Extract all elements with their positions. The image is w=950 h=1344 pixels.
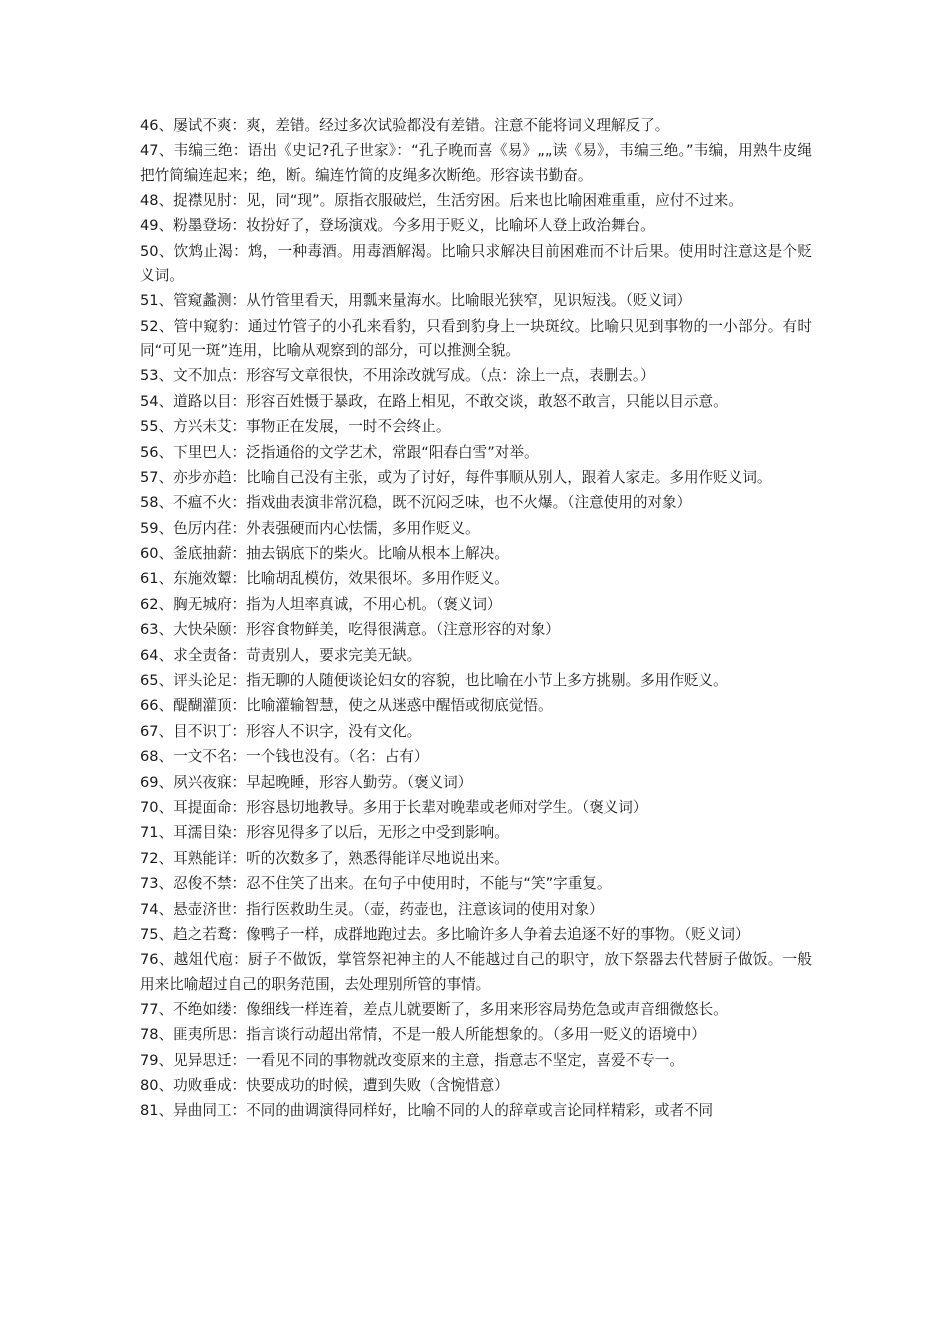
- idiom-entry: 61、东施效颦：比喻胡乱模仿，效果很坏。多用作贬义。: [140, 570, 509, 588]
- idiom-entry: 48、捉襟见肘：见，同“现”。原指衣服破烂，生活穷困。后来也比喻困难重重，应付不过来。: [140, 191, 743, 209]
- idiom-entry: 56、下里巴人：泛指通俗的文学艺术，常跟“阳春白雪”对举。: [140, 443, 539, 461]
- idiom-entry: 70、耳提面命：形容恳切地教导。多用于长辈对晚辈或老师对学生。（褒义词）: [140, 798, 648, 816]
- idiom-entry: 74、悬壶济世：指行医救助生灵。（壶，药壶也，注意该词的使用对象）: [140, 900, 604, 918]
- idiom-entry: 68、一文不名：一个钱也没有。（名：占有）: [140, 748, 429, 766]
- idiom-entry: 58、不瘟不火：指戏曲表演非常沉稳，既不沉闷乏味，也不火爆。（注意使用的对象）: [140, 494, 692, 512]
- idiom-entry: 77、不绝如缕：像细线一样连着，差点儿就要断了，多用来形容局势危急或声音细微悠长。: [140, 1000, 728, 1018]
- idiom-entry: 79、见异思迁：一看见不同的事物就改变原来的主意，指意志不坚定，喜爱不专一。: [140, 1051, 684, 1069]
- idiom-entry: 49、粉墨登场：妆扮好了，登场演戏。今多用于贬义，比喻坏人登上政治舞台。: [140, 217, 655, 235]
- idiom-entry: 51、管窥蠡测：从竹管里看天，用瓢来量海水。比喻眼光狭窄，见识短浅。（贬义词）: [140, 292, 692, 310]
- idiom-entry: 75、趋之若鹜：像鸭子一样，成群地跑过去。多比喻许多人争着去追逐不好的事物。（贬义词）: [140, 925, 750, 943]
- idiom-entry: 57、亦步亦趋：比喻自己没有主张，或为了讨好，每件事顺从别人，跟着人家走。多用作贬义词。: [140, 468, 772, 486]
- idiom-entry: 54、道路以目：形容百姓慑于暴政，在路上相见，不敢交谈，敢怒不敢言，只能以目示意。: [140, 392, 728, 410]
- idiom-entry: 53、文不加点：形容写文章很快，不用涂改就写成。（点：涂上一点，表删去。）: [140, 367, 655, 385]
- document-body: [140, 114, 812, 1125]
- idiom-entry: 81、异曲同工：不同的曲调演得同样好，比喻不同的人的辞章或言论同样精彩，或者不同: [140, 1102, 714, 1120]
- idiom-entry: 72、耳熟能详：听的次数多了，熟悉得能详尽地说出来。: [140, 849, 509, 867]
- idiom-entry: 73、忍俊不禁：忍不住笑了出来。在句子中使用时，不能与“笑”字重复。: [140, 875, 612, 893]
- idiom-entry: 67、目不识丁：形容人不识字，没有文化。: [140, 722, 422, 740]
- idiom-entry: 80、功败垂成：快要成功的时候，遭到失败（含惋惜意）: [140, 1077, 509, 1095]
- idiom-entry: 52、管中窥豹：通过竹管子的小孔来看豹，只看到豹身上一块斑纹。比喻只见到事物的一小部分。有时同“可见一斑”连用，比喻从观察到的部分，可以推测全貌。: [140, 317, 812, 359]
- idiom-entry: 47、韦编三绝：语出《史记?孔子世家》：“孔子晚而喜《易》„„读《易》，韦编三绝。”韦编，用熟牛皮绳把竹简编连起来；绝，断。编连竹简的皮绳多次断绝。形容读书勤奋。: [140, 142, 812, 184]
- idiom-entry: 62、胸无城府：指为人坦率真诚，不用心机。（褒义词）: [140, 595, 502, 613]
- idiom-entry: 71、耳濡目染：形容见得多了以后，无形之中受到影响。: [140, 824, 509, 842]
- idiom-entry: 46、屡试不爽：爽，差错。经过多次试验都没有差错。注意不能将词义理解反了。: [140, 117, 670, 134]
- idiom-entry: 69、夙兴夜寐：早起晚睡，形容人勤劳。（褒义词）: [140, 773, 473, 791]
- idiom-entry: 76、越俎代庖：厨子不做饭，掌管祭祀神主的人不能越过自己的职守，放下祭器去代替厨子做饭。一般用来比喻超过自己的职务范围，去处理别所管的事情。: [140, 951, 812, 993]
- idiom-entry: 66、醍醐灌顶：比喻灌输智慧，使之从迷惑中醒悟或彻底觉悟。: [140, 697, 553, 715]
- idiom-entry: 50、饮鸩止渴：鸩，一种毒酒。用毒酒解渴。比喻只求解决目前困难而不计后果。使用时注意这是个贬义词。: [140, 242, 812, 284]
- idiom-entry: 63、大快朵颐：形容食物鲜美，吃得很满意。（注意形容的对象）: [140, 621, 560, 639]
- idiom-entry: 65、评头论足：指无聊的人随便谈论妇女的容貌，也比喻在小节上多方挑剔。多用作贬义。: [140, 672, 728, 690]
- idiom-entry: 64、求全责备：苛责别人，要求完美无缺。: [140, 646, 422, 664]
- idiom-entry: 59、色厉内荏：外表强硬而内心怯懦，多用作贬义。: [140, 519, 480, 537]
- idiom-entry: 55、方兴未艾：事物正在发展，一时不会终止。: [140, 418, 451, 436]
- idiom-entry: 60、釜底抽薪：抽去锅底下的柴火。比喻从根本上解决。: [140, 545, 509, 563]
- idiom-entry: 78、匪夷所思：指言谈行动超出常情，不是一般人所能想象的。（多用一贬义的语境中）: [140, 1026, 706, 1044]
